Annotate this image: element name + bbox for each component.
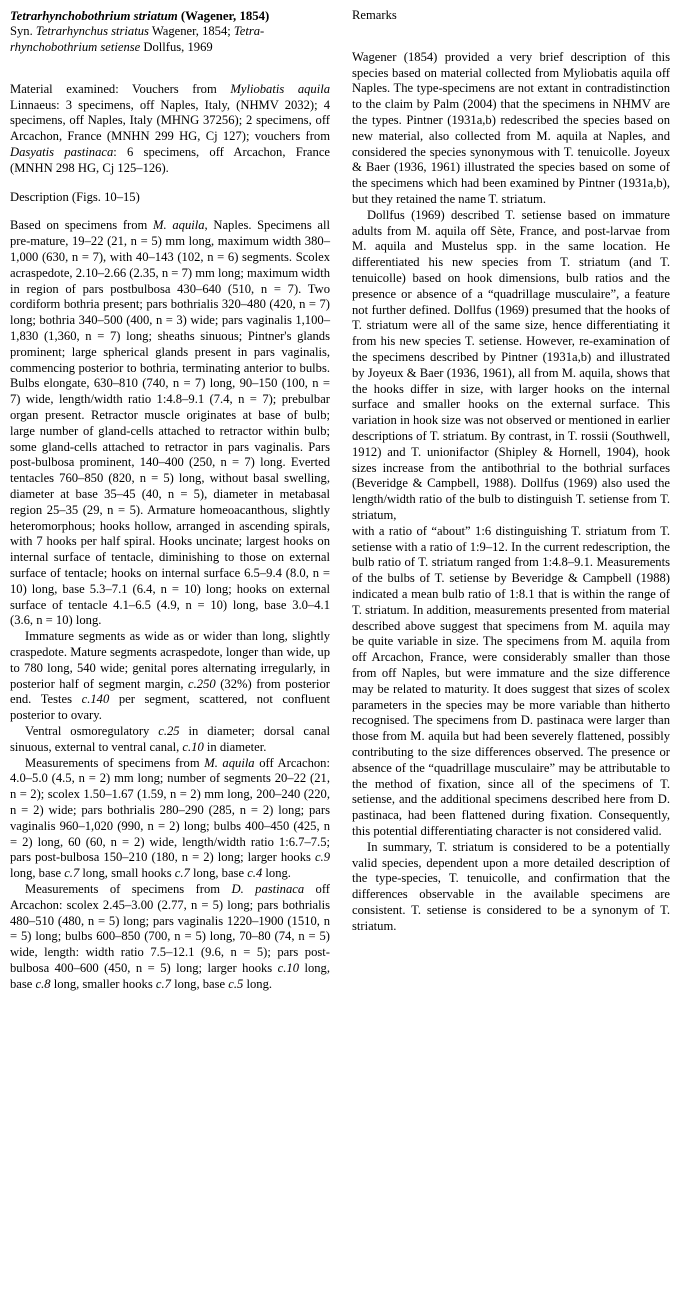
species-authority: (Wagener, 1854) xyxy=(180,9,270,23)
synonymy-block xyxy=(10,24,330,56)
material-examined-paragraph: Material examined: Vouchers from Myliobatis aquila Linnaeus: 3 specimens, off Naples, Italy, (NHMV 2032); 4 specimens, off Naples, Italy (MHNG 37256); 2 specimens, off Arcachon, France (MNHN 299 HG, Cj 127); vouchers from Dasyatis pastinaca: 6 specimens, off Arcachon, France (MNHN 298 HG, Cj 125–126). xyxy=(10,81,331,175)
species-heading xyxy=(10,8,330,24)
left-column xyxy=(10,8,330,1308)
remarks-paragraph-4: In summary, T. striatum is considered to be a potentially valid species, dependent upon a more detailed description of the type-species, T. tenuicolle, and confirmation that the differences observable in the available specimens are consistent. T. setiense is considered to be a synonym of T. striatum. xyxy=(352,839,670,933)
synonym-2-part1: Tetra- xyxy=(233,24,265,39)
synonym-1: Tetrarhynchus striatus xyxy=(35,24,149,39)
remarks-paragraph-3: with a ratio of “about” 1:6 distinguishing T. striatum from T. setiense with a ratio of 1:9–12. In the current redescription, the bulb ratio of T. striatum ranged from 1:4.8–9.1. Measurements of the bulbs of T. setiense by Beveridge & Campbell (1988) indicated a mean bulb ratio of 1:8.1 that is within the range of T. striatum. In addition, measurements presented from material described above suggest that specimens from M. aquila may be quite variable in size. The specimens from M. aquila from off Arcachon, France, were considerably smaller than those from off Naples, but were immature and the size difference may be related to maturity. It does suggest that sizes of scolex parameters in the species may be more variable than hitherto recognised. The specimens from D. pastinaca were larger than those from M. aquila but had been severely flattened, possibly contributing to the size differences observed. The presence or absence of the “quadrillage musculaire” may be attributable to the method of fixation, since all of the specimens of T. setiense, and the additional specimens described here from D. pastinaca, had been flattened during fixation. Consequently, this potential differentiating character is not considered valid. xyxy=(352,523,670,838)
measurements-aquila-paragraph: Measurements of specimens from M. aquila off Arcachon: 4.0–5.0 (4.5, n = 2) mm long; number of segments 20–22 (21, n = 2); scolex 1.50–1.67 (1.59, n = 2) mm long, 200–240 (220, n = 2) wide; pars bothrialis 280–290 (285, n = 2) long; pars vaginalis 960–1,020 (990, n = 2) long; bulbs 400–450 (425, n = 2) long, 60 (60, n = 2) wide, length/width ratio 1:6.7–7.5; pars post-bulbosa 150–210 (180, n = 2) long; larger hooks c.9 long, base c.7 long, small hooks c.7 long, base c.4 long. xyxy=(10,755,330,881)
description-heading: Description (Figs. 10–15) xyxy=(10,189,140,204)
two-column-layout xyxy=(10,8,670,1308)
segments-paragraph: Immature segments as wide as or wider than long, slightly craspedote. Mature segments acraspedote, longer than wide, up to 780 long, 540 wide; genital pores alternating irregularly, in posterior half of segment margin, c.250 (32%) from posterior end. Testes c.140 per segment, scattered, not confluent posterior to ovary. xyxy=(10,629,330,723)
spacer xyxy=(10,177,330,190)
synonym-2-author: Dollfus, 1969 xyxy=(140,39,213,54)
remarks-heading: Remarks xyxy=(352,8,397,22)
measurements-pastinaca-paragraph: Measurements of specimens from D. pastinaca off Arcachon: scolex 2.45–3.00 (2.77, n = 5) long; pars bothrialis 480–510 (480, n = 5) long; pars vaginalis 1220–1900 (1510, n = 5) long; bulbs 600–850 (700, n = 5) long, 70–80 (74, n = 5) wide, length: width ratio 7.5–12.1 (9.6, n = 5); pars post-bulbosa 400–600 (450, n = 5) long; larger hooks c.10 long, base c.8 long, smaller hooks c.7 long, base c.5 long. xyxy=(10,881,331,991)
synonym-1-author: Wagener, 1854; xyxy=(148,24,234,39)
right-column xyxy=(352,8,670,1308)
species-name: Tetrarhynchobothrium striatum xyxy=(10,9,178,23)
spacer xyxy=(10,205,330,218)
synonym-2-part2: rhynchobothrium setiense xyxy=(10,39,141,54)
remarks-paragraph-2: Dollfus (1969) described T. setiense based on immature adults from M. aquila off Sète, France, and post-larvae from M. aquila and Mustelus spp. in the same location. He differentiated his new species from T. striatum (and T. tenuicolle) based on hook dimensions, bulb ratios and the presence or absence of a “quadrillage musculaire”, a feature not further defined. Dollfus (1969) presumed that the hooks of T. striatum were all of the same size, hence differentiating it from his new species T. setiense. However, re-examination of the specimens described by Pintner (1931a,b) and illustrated by Joyeux & Baer (1936, 1961), all from M. aquila, shows that the hooks differ in size, with larger hooks on the internal surface and smaller hooks on the external surface. This variation in hook size was not observed or mentioned in earlier descriptions of T. striatum. By contrast, in T. rossii (Southwell, 1912) and T. unionifactor (Shipley & Hornell, 1904), hook sizes increase from the antibothrial to the bothrial surfaces (Beveridge & Campbell, 1988). Dollfus (1969) also used the length/width ratio of the bulb to distinguish T. setiense from T. striatum, xyxy=(352,207,670,522)
description-paragraph: Based on specimens from M. aquila, Naples. Specimens all pre-mature, 19–22 (21, n = 5) mm long, maximum width 380–1,000 (630, n = 7), with 40–143 (102, n = 6) segments. Scolex acraspedote, 2.10–2.66 (2.35, n = 7) mm long; maximum width in region of pars postbulbosa 430–640 (510, n = 7). Two cordiform bothria present; pars bothrialis 320–480 (420, n = 7) long; bothria 340–500 (400, n = 3) wide; pars vaginalis 1,100–1,830 (1,360, n = 7) long; sheaths sinuous; Pintner's glands prominent; large spherical glands present in pars vaginalis, commencing posterior to bothria, terminating anterior to bulbs. Bulbs elongate, 630–810 (740, n = 7) long, 90–150 (100, n = 7) wide, length/width ratio 1:4.8–9.1 (7.4, n = 7); prebulbar organ present. Retractor muscle originates at base of bulb; large number of gland-cells attached to retractor within bulb; some gland-cells attached to retractor in pars vaginalis. Pars post-bulbosa prominent, 140–400 (250, n = 7) long. Everted tentacles 760–850 (820, n = 5) long, without basal swelling, diameter at base 35–45 (40, n = 5), diameter in metabasal region 25–35 (29, n = 5). Armature homeoacanthous, slightly heteromorphous; hooks hollow, arranged in ascending spirals, with 7 hooks per half spiral. Hooks uncinate; largest hooks on internal surface of tentacle, diminishing to those on external surface of tentacle; hooks on internal surface 6.5–9.4 (8.0, n = 10) long, base 5.3–7.1 (6.4, n = 10) long; hooks on external surface of tentacle 4.1–6.5 (4.9, n = 10) long, base 3.0–4.1 (3.6, n = 10) long. xyxy=(10,218,330,628)
ventral-canal-paragraph: Ventral osmoregulatory c.25 in diameter; dorsal canal sinuous, external to ventral canal, c.10 in diameter. xyxy=(10,723,330,754)
spacer xyxy=(352,24,670,50)
spacer xyxy=(10,56,330,82)
remarks-paragraph-1: Wagener (1854) provided a very brief description of this species based on material collected from Myliobatis aquila off Naples. The type-specimens are not extant in contradistinction to the claim by Palm (2004) that the specimens in NHMV are the types. Pintner (1931a,b) redescribed the species based on new material, also collected from M. aquila at Naples, and considered the species synonymous with T. tenuicolle. Joyeux & Baer (1936, 1961) illustrated the species based on some of the specimens which had been examined by Pintner (1931a,b), but they retained the name T. striatum. xyxy=(352,49,670,207)
synonymy-prefix: Syn. xyxy=(10,24,36,39)
